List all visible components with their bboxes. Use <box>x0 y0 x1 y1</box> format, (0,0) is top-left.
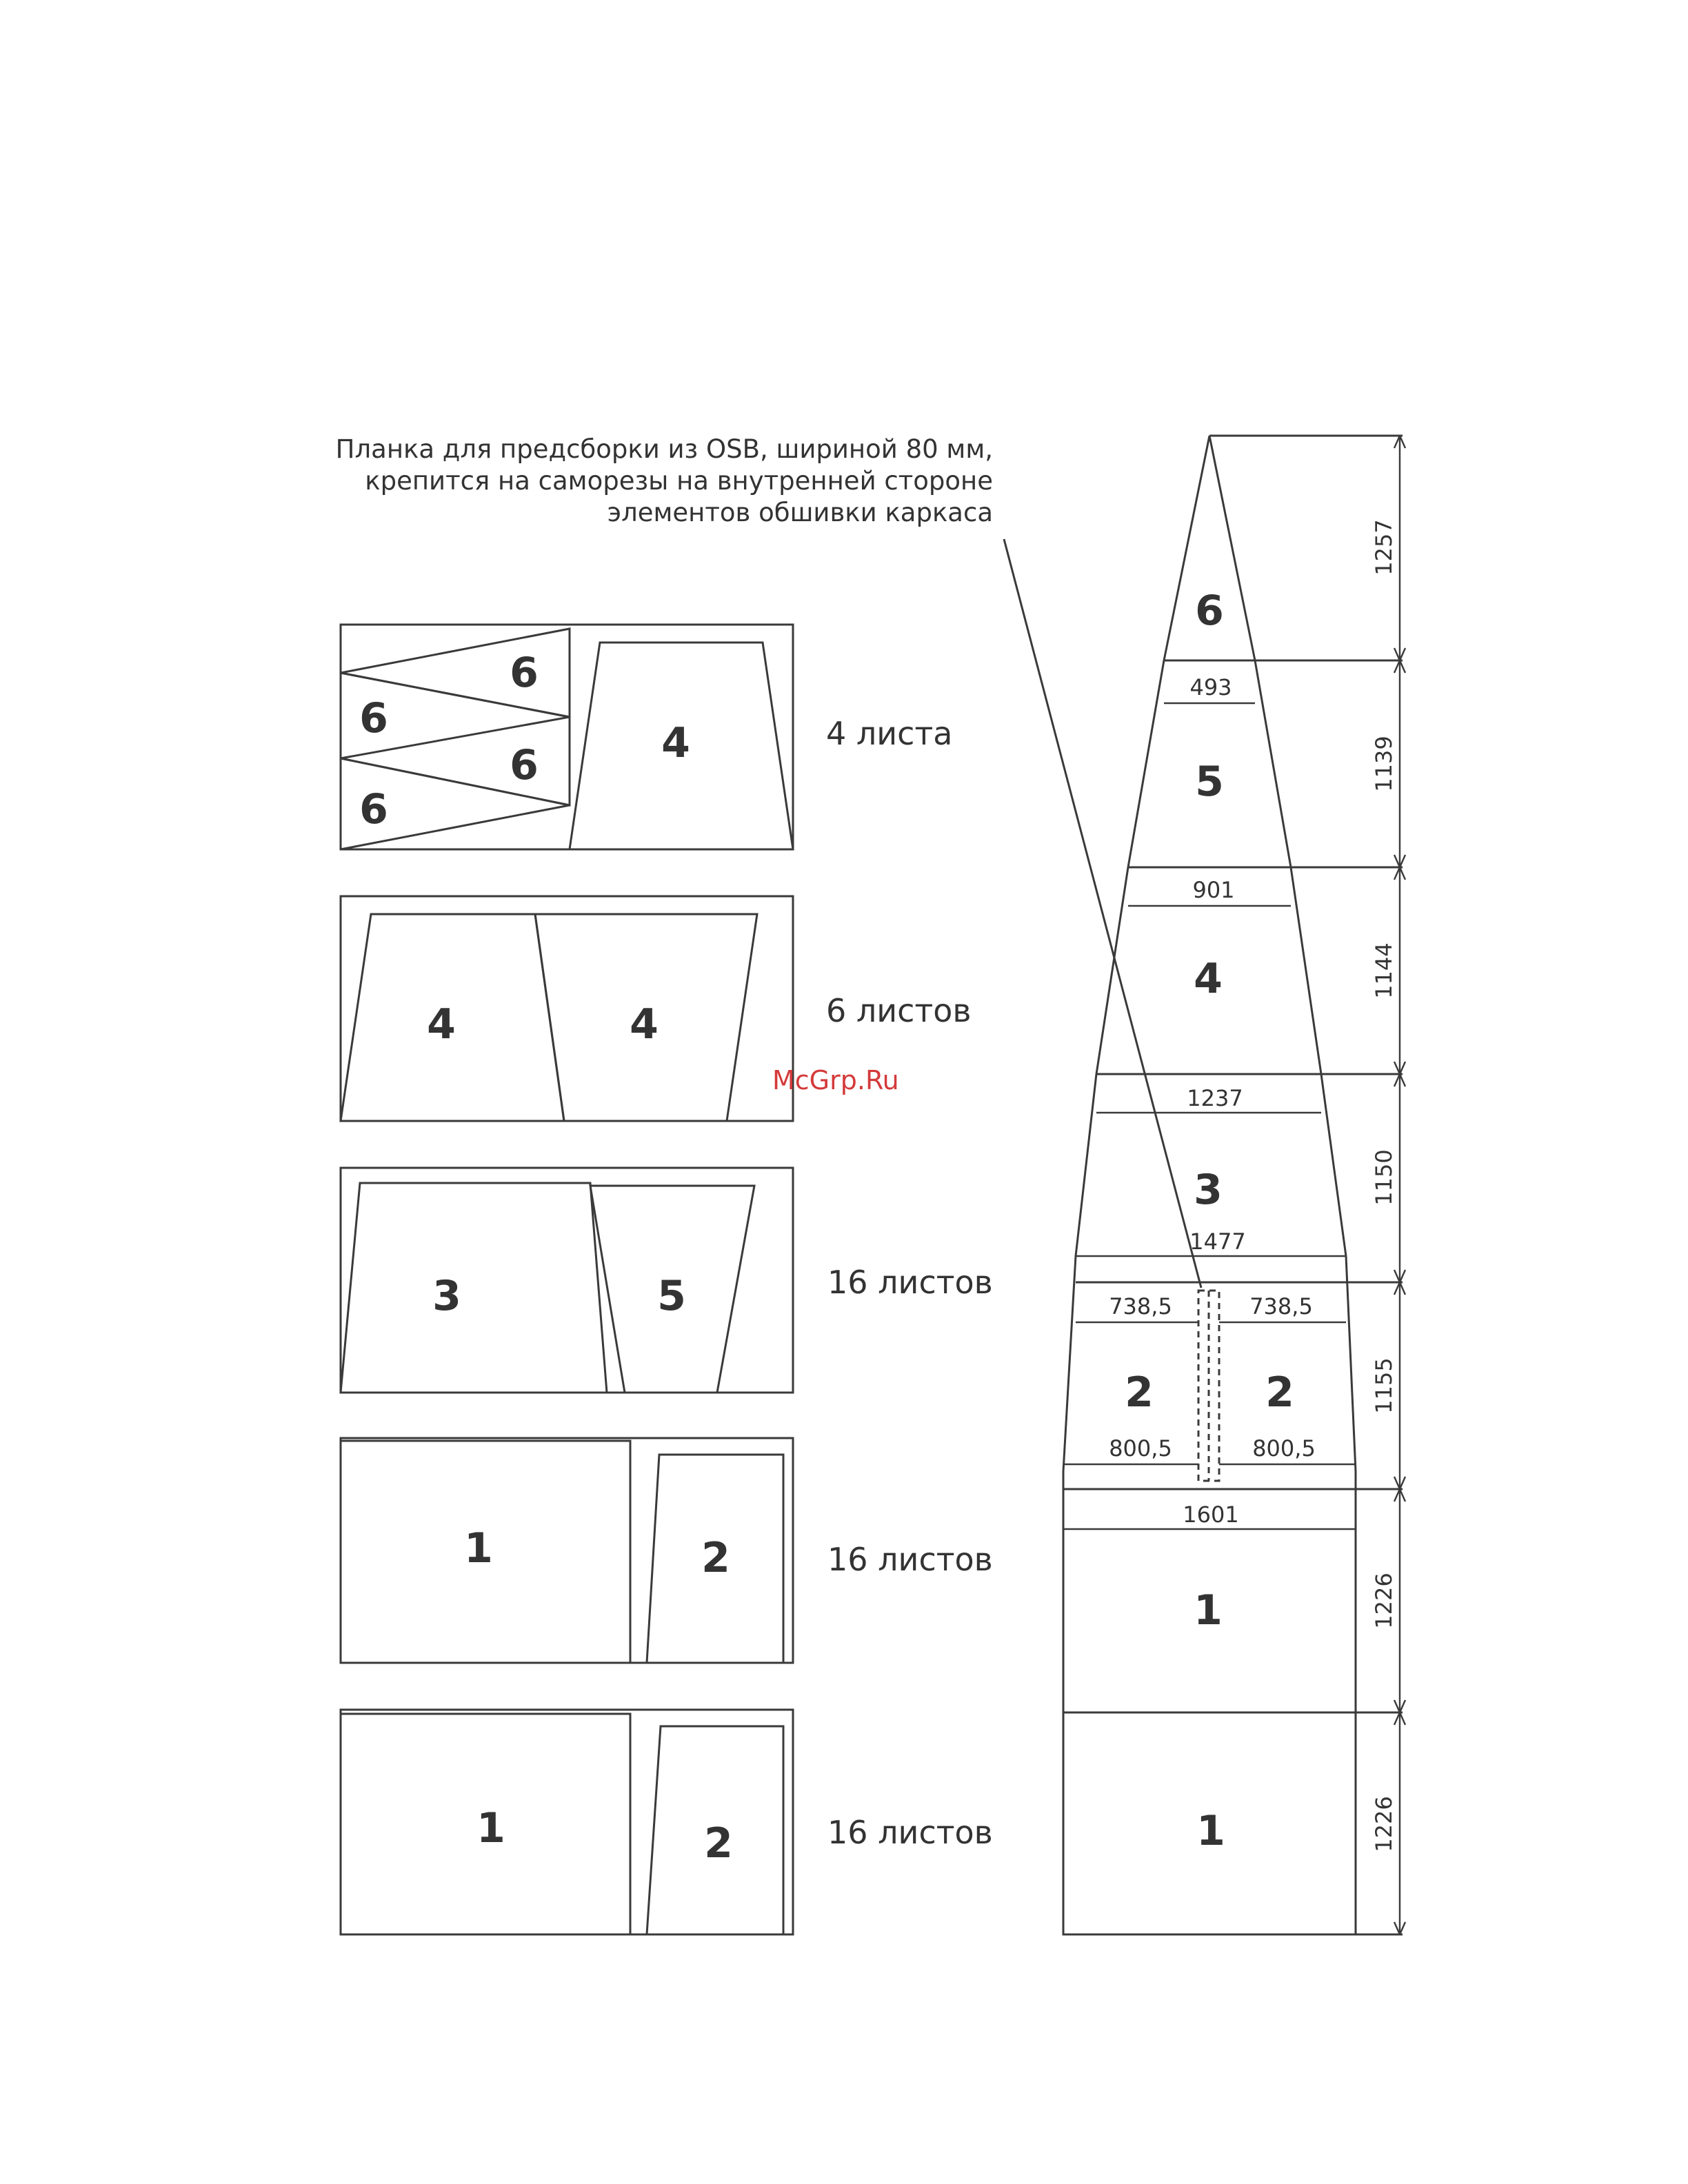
piece-label: 4 <box>661 719 690 767</box>
sheet-count-label: 16 листов <box>827 1264 993 1301</box>
height-value: 1155 <box>1371 1357 1397 1414</box>
height-value: 1139 <box>1371 736 1397 792</box>
annotation <box>336 434 1201 1288</box>
piece-label: 3 <box>432 1272 461 1320</box>
sheet-layout-5 <box>341 1710 993 1934</box>
sheet-layout-4 <box>341 1438 993 1663</box>
section-label: 2 <box>1265 1368 1294 1417</box>
piece-label: 6 <box>359 694 388 742</box>
sheet-outline <box>341 1168 793 1393</box>
tower-assembly <box>1063 436 1405 1934</box>
watermark: McGrp.Ru <box>772 1065 899 1095</box>
annotation-line-2: крепится на саморезы на внутренней стороне <box>365 466 993 496</box>
sheet-count-label: 16 листов <box>827 1541 993 1578</box>
dimension-value: 1237 <box>1187 1085 1243 1111</box>
dimension-value: 1601 <box>1183 1502 1239 1528</box>
annotation-line-3: элементов обшивки каркаса <box>607 498 993 527</box>
section-label: 2 <box>1125 1368 1154 1417</box>
piece-label: 1 <box>476 1804 505 1852</box>
section-label: 5 <box>1195 758 1224 806</box>
piece-label: 4 <box>427 1000 456 1049</box>
dimension-value: 800,5 <box>1252 1435 1316 1462</box>
annotation-leader-line <box>1004 539 1201 1288</box>
dimension-value: 738,5 <box>1249 1293 1313 1320</box>
piece-label: 6 <box>510 741 539 789</box>
height-value: 1257 <box>1371 519 1397 576</box>
sheet-count-label: 4 листа <box>826 715 953 752</box>
dimension-value: 493 <box>1189 674 1232 700</box>
section-label: 6 <box>1195 587 1224 635</box>
piece-label: 6 <box>359 785 388 833</box>
dimension-value: 1477 <box>1189 1228 1246 1255</box>
section-label: 1 <box>1194 1586 1223 1635</box>
height-value: 1150 <box>1371 1149 1397 1206</box>
sheet-count-label: 16 листов <box>827 1814 993 1851</box>
piece-label: 2 <box>704 1819 733 1868</box>
piece-outline <box>341 1183 607 1393</box>
piece-label: 5 <box>657 1272 686 1320</box>
piece-label: 6 <box>510 649 539 697</box>
dimension-value: 800,5 <box>1109 1435 1172 1462</box>
section-label: 4 <box>1194 955 1223 1003</box>
piece-label: 1 <box>464 1524 493 1573</box>
section-label: 1 <box>1196 1807 1225 1855</box>
height-value: 1226 <box>1371 1796 1397 1852</box>
piece-label: 4 <box>630 1000 659 1049</box>
sheet-outline <box>341 625 793 849</box>
sheet-count-label: 6 листов <box>826 992 972 1029</box>
osb-plank <box>1198 1291 1219 1481</box>
height-value: 1144 <box>1371 942 1397 999</box>
height-value: 1226 <box>1371 1573 1397 1629</box>
sheet-layout-1 <box>341 625 952 849</box>
section-label: 3 <box>1194 1166 1223 1214</box>
sheet-outline <box>341 896 793 1121</box>
piece-label: 2 <box>701 1534 730 1582</box>
annotation-line-1: Планка для предсборки из OSB, шириной 80 мм, <box>335 434 993 464</box>
sheet-layout-3 <box>341 1168 993 1393</box>
dimension-value: 901 <box>1192 877 1235 903</box>
dimension-value: 738,5 <box>1109 1293 1172 1320</box>
